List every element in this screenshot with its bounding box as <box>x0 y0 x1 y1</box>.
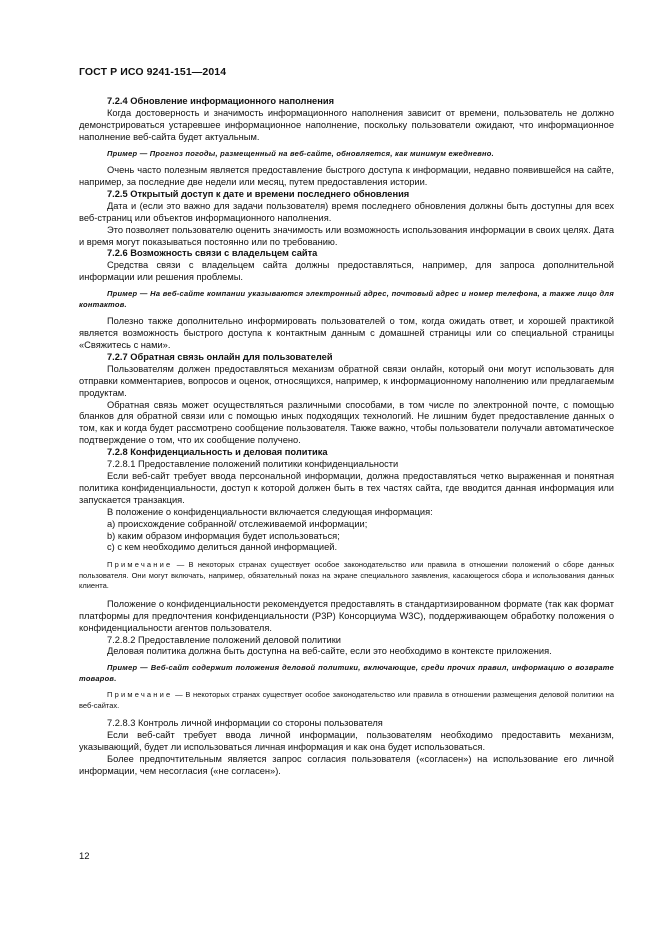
list-item: b) каким образом информация будет использоваться; <box>107 530 340 541</box>
paragraph: Полезно также дополнительно информировать пользователей о том, когда ожидать ответ, и хорошей практикой является возможность быстрого доступа к контактным данным с домашней страницы или со специальной страницы «Свяжитесь с нами». <box>79 316 614 350</box>
section-7-2-6-title: 7.2.6 Возможность связи с владельцем сайта <box>107 248 318 259</box>
paragraph: Положение о конфиденциальности рекомендуется предоставлять в стандартизированном формате (так как формат платформы для предпочтения конфиденциальности (P3P) Консорциума W3C), поддерживающем обработку положения о конфиденциальности агентов пользователя. <box>79 598 614 633</box>
paragraph: Если веб-сайт требует ввода личной информации, пользователям необходимо предоставить механизм, указывающий, будет ли использоваться личная информация и как она будет использоваться. <box>79 730 614 753</box>
list-item: c) с кем необходимо делиться данной информацией. <box>107 542 338 553</box>
section-7-2-8-title: 7.2.8 Конфиденциальность и деловая политика <box>107 447 328 458</box>
example-block: Пример — На веб-сайте компании указываются электронный адрес, почтовый адрес и номер телефона, а также лицо для контактов. <box>79 289 614 309</box>
section-7-2-5-title: 7.2.5 Открытый доступ к дате и времени последнего обновления <box>107 188 410 199</box>
example-block: Пример — Веб-сайт содержит положения деловой политики, включающие, среди прочих правил, информацию о возврате товаров. <box>79 663 614 683</box>
paragraph: Дата и (если это важно для задачи пользователя) время последнего обновления должны быть доступны для всех веб-страниц или объектов информационного наполнения. <box>79 200 614 223</box>
section-7-2-4-title: 7.2.4 Обновление информационного наполнения <box>107 96 334 106</box>
note-label: Примечание <box>107 690 173 700</box>
paragraph: В положение о конфиденциальности включается следующая информация: <box>107 506 433 517</box>
paragraph: Пользователям должен предоставляться механизм обратной связи онлайн, который они могут использовать для отправки комментариев, вопросов и оценок, относящихся, например, к информационному наполнению или предлагаемым продуктам. <box>79 363 614 398</box>
paragraph: Это позволяет пользователю оценить значимость или возможность использования информации в своих целях. Дата и время могут показываться постоянно или по требованию. <box>79 224 614 247</box>
paragraph: Более предпочтительным является запрос согласия пользователя («согласен») на использование его личной информации, чем несогласия («не согласен»). <box>79 754 614 776</box>
subsection-7-2-8-1-title: 7.2.8.1 Предоставление положений политики конфиденциальности <box>107 459 399 470</box>
note-text: — В некоторых странах существует особое законодательство или правила в отношении размещения деловой политики на веб-сайтах. <box>79 690 614 710</box>
section-7-2-7-title: 7.2.7 Обратная связь онлайн для пользователей <box>107 351 333 362</box>
document-header: ГОСТ Р ИСО 9241-151—2014 <box>79 66 227 78</box>
note-label: Примечание <box>107 560 173 570</box>
subsection-7-2-8-2-title: 7.2.8.2 Предоставление положений деловой политики <box>107 634 341 645</box>
paragraph: Если веб-сайт требует ввода персональной информации, должна предоставляться четко выраженная и понятная политика конфиденциальности, доступ к которой должен быть в тех частях сайта, где вводится данная информация или запускается транзакция. <box>79 470 614 505</box>
page-number: 12 <box>79 851 90 862</box>
paragraph: Обратная связь может осуществляться различными способами, в том числе по электронной почте, с помощью бланков для обратной связи или с помощью иных подходящих технологий. Не лишним будет предоставление данных о том, как и когда будет рассмотрено сообщение пользователя. Также важно, чтобы пользователи получали автоматическое подтверждение о том, что их сообщение получено. <box>79 399 614 446</box>
note-block <box>79 560 614 592</box>
subsection-7-2-8-3-title: 7.2.8.3 Контроль личной информации со стороны пользователя <box>107 718 383 729</box>
paragraph: Когда достоверность и значимость информационного наполнения зависит от времени, пользователь не должно демонстрироваться устаревшее информационное наполнение, поскольку пользователи ожидают, что информационное наполнение веб-сайта будет актуальным. <box>79 107 614 142</box>
paragraph: Деловая политика должна быть доступна на веб-сайте, если это необходимо в контексте приложения. <box>107 646 552 657</box>
note-text: — В некоторых странах существует особое законодательство или правила в отношении положений о сборе данных пользователя. Они могут включать, например, обязательный показ на экране специального заявления, касающегося сбора и использования данных клиента. <box>79 560 614 591</box>
note-block <box>79 690 614 711</box>
page-content <box>79 96 614 778</box>
list-item: а) происхождение собранной/ отслеживаемой информации; <box>107 518 368 529</box>
paragraph: Очень часто полезным является предоставление быстрого доступа к информации, недавно появившейся на сайте, например, за последние две недели или месяц, путем предоставления истории. <box>79 165 614 188</box>
example-block: Пример — Прогноз погоды, размещенный на веб-сайте, обновляется, как минимум ежедневно. <box>107 148 494 158</box>
paragraph: Средства связи с владельцем сайта должны предоставляться, например, для запроса дополнительной информации или решения проблемы. <box>79 260 614 283</box>
